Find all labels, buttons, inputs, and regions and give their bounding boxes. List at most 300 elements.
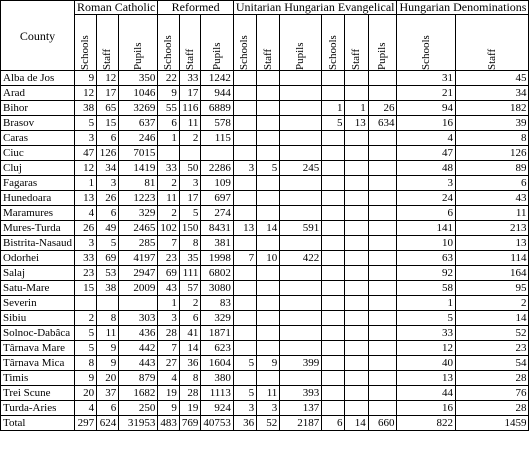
value-cell <box>322 71 345 86</box>
value-cell: 13 <box>75 191 97 206</box>
value-cell <box>368 371 397 386</box>
value-cell: 329 <box>201 311 234 326</box>
total-value-cell: 52 <box>257 416 280 431</box>
value-cell <box>322 131 345 146</box>
column-header-label: Staff <box>101 48 114 70</box>
value-cell: 114 <box>455 251 528 266</box>
value-cell: 53 <box>97 266 119 281</box>
value-cell: 13 <box>397 371 456 386</box>
total-value-cell: 36 <box>233 416 256 431</box>
value-cell: 28 <box>179 386 201 401</box>
value-cell: 39 <box>455 116 528 131</box>
table-row <box>1 206 529 221</box>
table-row <box>1 386 529 401</box>
value-cell <box>280 116 322 131</box>
value-cell: 13 <box>233 221 256 236</box>
value-cell: 92 <box>397 266 456 281</box>
value-cell: 95 <box>455 281 528 296</box>
table-row <box>1 146 529 161</box>
table-row <box>1 311 529 326</box>
value-cell: 141 <box>397 221 456 236</box>
value-cell <box>322 176 345 191</box>
column-header-staff <box>179 15 201 71</box>
value-cell: 2 <box>179 131 201 146</box>
value-cell: 3269 <box>119 101 158 116</box>
value-cell <box>322 356 345 371</box>
value-cell: 879 <box>119 371 158 386</box>
value-cell <box>345 401 368 416</box>
value-cell: 37 <box>97 386 119 401</box>
value-cell: 9 <box>257 356 280 371</box>
value-cell: 28 <box>455 401 528 416</box>
value-cell: 399 <box>280 356 322 371</box>
value-cell: 23 <box>75 266 97 281</box>
county-cell: Caras <box>1 131 75 146</box>
column-header-label: Schools <box>419 35 432 70</box>
value-cell: 14 <box>257 221 280 236</box>
value-cell: 381 <box>201 236 234 251</box>
total-value-cell: 483 <box>158 416 180 431</box>
value-cell: 26 <box>368 101 397 116</box>
value-cell: 350 <box>119 71 158 86</box>
value-cell: 109 <box>201 176 234 191</box>
group-header-hungarian-denominations: Hungarian Denominations <box>397 1 529 15</box>
value-cell <box>257 191 280 206</box>
value-cell <box>257 281 280 296</box>
value-cell: 23 <box>455 341 528 356</box>
value-cell: 45 <box>455 71 528 86</box>
value-cell <box>322 251 345 266</box>
value-cell <box>345 326 368 341</box>
value-cell <box>257 341 280 356</box>
value-cell <box>257 176 280 191</box>
value-cell: 10 <box>257 251 280 266</box>
value-cell: 41 <box>179 326 201 341</box>
value-cell: 11 <box>97 326 119 341</box>
value-cell: 24 <box>397 191 456 206</box>
value-cell: 47 <box>397 146 456 161</box>
value-cell <box>345 356 368 371</box>
column-header-label: Schools <box>238 35 251 70</box>
value-cell: 9 <box>158 401 180 416</box>
value-cell: 35 <box>179 251 201 266</box>
column-header-pupils <box>280 15 322 71</box>
value-cell: 578 <box>201 116 234 131</box>
value-cell: 38 <box>97 281 119 296</box>
value-cell <box>368 71 397 86</box>
value-cell: 19 <box>158 386 180 401</box>
value-cell <box>368 401 397 416</box>
value-cell: 55 <box>158 101 180 116</box>
value-cell <box>368 191 397 206</box>
value-cell <box>280 296 322 311</box>
value-cell: 47 <box>75 146 97 161</box>
value-cell <box>257 206 280 221</box>
value-cell: 6 <box>97 401 119 416</box>
value-cell <box>257 146 280 161</box>
table-row <box>1 221 529 236</box>
value-cell <box>322 221 345 236</box>
group-header-unitarian-evangelical: Unitarian Hungarian Evangelical <box>233 1 397 15</box>
county-cell: Satu-Mare <box>1 281 75 296</box>
value-cell: 8 <box>179 236 201 251</box>
value-cell: 634 <box>368 116 397 131</box>
value-cell <box>322 386 345 401</box>
value-cell <box>280 281 322 296</box>
value-cell <box>345 386 368 401</box>
value-cell <box>368 206 397 221</box>
value-cell: 9 <box>75 371 97 386</box>
column-header-schools <box>233 15 256 71</box>
value-cell: 6802 <box>201 266 234 281</box>
county-cell: Târnava Mica <box>1 356 75 371</box>
value-cell: 14 <box>179 341 201 356</box>
value-cell <box>233 116 256 131</box>
value-cell: 6 <box>97 206 119 221</box>
county-cell: Turda-Aries <box>1 401 75 416</box>
value-cell: 7 <box>158 236 180 251</box>
value-cell <box>368 386 397 401</box>
value-cell: 33 <box>75 251 97 266</box>
value-cell: 34 <box>455 86 528 101</box>
value-cell: 442 <box>119 341 158 356</box>
value-cell <box>233 266 256 281</box>
column-header-label: Schools <box>79 35 92 70</box>
value-cell: 12 <box>75 161 97 176</box>
value-cell <box>257 236 280 251</box>
value-cell <box>322 401 345 416</box>
value-cell: 5 <box>322 116 345 131</box>
value-cell <box>233 131 256 146</box>
value-cell: 5 <box>257 161 280 176</box>
column-header-label: Pupils <box>376 42 389 70</box>
table-row <box>1 161 529 176</box>
value-cell: 20 <box>75 386 97 401</box>
value-cell <box>368 221 397 236</box>
value-cell: 924 <box>201 401 234 416</box>
value-cell: 26 <box>97 191 119 206</box>
value-cell <box>280 146 322 161</box>
value-cell <box>280 206 322 221</box>
value-cell: 69 <box>97 251 119 266</box>
value-cell: 12 <box>97 71 119 86</box>
value-cell <box>233 206 256 221</box>
total-row <box>1 416 529 431</box>
value-cell: 164 <box>455 266 528 281</box>
value-cell <box>201 146 234 161</box>
value-cell: 15 <box>97 116 119 131</box>
value-cell: 26 <box>75 221 97 236</box>
value-cell: 9 <box>158 86 180 101</box>
value-cell: 4197 <box>119 251 158 266</box>
value-cell: 2947 <box>119 266 158 281</box>
value-cell: 23 <box>158 251 180 266</box>
value-cell: 3 <box>97 176 119 191</box>
value-cell <box>345 206 368 221</box>
value-cell: 17 <box>97 86 119 101</box>
total-value-cell: 624 <box>97 416 119 431</box>
value-cell <box>368 266 397 281</box>
value-cell: 11 <box>179 116 201 131</box>
value-cell <box>368 296 397 311</box>
value-cell <box>368 311 397 326</box>
value-cell: 285 <box>119 236 158 251</box>
value-cell <box>322 296 345 311</box>
value-cell: 2 <box>455 296 528 311</box>
value-cell: 11 <box>158 191 180 206</box>
total-value-cell: 297 <box>75 416 97 431</box>
value-cell <box>345 266 368 281</box>
value-cell <box>233 71 256 86</box>
value-cell <box>233 146 256 161</box>
value-cell: 89 <box>455 161 528 176</box>
value-cell <box>345 71 368 86</box>
value-cell: 393 <box>280 386 322 401</box>
value-cell: 1604 <box>201 356 234 371</box>
value-cell <box>233 341 256 356</box>
value-cell: 33 <box>158 161 180 176</box>
value-cell: 2 <box>158 176 180 191</box>
county-cell: Sibiu <box>1 311 75 326</box>
column-header-pupils <box>119 15 158 71</box>
value-cell: 16 <box>397 116 456 131</box>
value-cell: 38 <box>75 101 97 116</box>
value-cell <box>368 326 397 341</box>
total-value-cell: 822 <box>397 416 456 431</box>
value-cell: 9 <box>75 71 97 86</box>
value-cell <box>345 161 368 176</box>
table-row <box>1 341 529 356</box>
value-cell <box>322 281 345 296</box>
value-cell <box>368 236 397 251</box>
value-cell <box>322 266 345 281</box>
value-cell: 1682 <box>119 386 158 401</box>
value-cell: 33 <box>179 71 201 86</box>
value-cell: 1998 <box>201 251 234 266</box>
value-cell: 137 <box>280 401 322 416</box>
value-cell: 7 <box>158 341 180 356</box>
value-cell: 33 <box>397 326 456 341</box>
value-cell <box>345 146 368 161</box>
value-cell: 3 <box>233 401 256 416</box>
value-cell: 52 <box>455 326 528 341</box>
value-cell <box>158 146 180 161</box>
value-cell: 5 <box>179 206 201 221</box>
value-cell: 5 <box>75 341 97 356</box>
value-cell: 20 <box>97 371 119 386</box>
value-cell <box>280 341 322 356</box>
column-header-schools <box>75 15 97 71</box>
value-cell: 1 <box>322 101 345 116</box>
value-cell: 1 <box>158 131 180 146</box>
value-cell: 6 <box>179 311 201 326</box>
value-cell: 1419 <box>119 161 158 176</box>
value-cell: 3080 <box>201 281 234 296</box>
value-cell <box>280 371 322 386</box>
value-cell: 443 <box>119 356 158 371</box>
table-row <box>1 86 529 101</box>
total-value-cell: 40753 <box>201 416 234 431</box>
county-cell: Salaj <box>1 266 75 281</box>
value-cell: 1 <box>345 101 368 116</box>
county-cell: Trei Scune <box>1 386 75 401</box>
value-cell: 14 <box>455 311 528 326</box>
group-header-roman-catholic: Roman Catholic <box>75 1 158 15</box>
value-cell <box>345 86 368 101</box>
value-cell <box>257 266 280 281</box>
column-header-schools <box>158 15 180 71</box>
value-cell <box>280 131 322 146</box>
county-cell: Mures-Turda <box>1 221 75 236</box>
value-cell: 44 <box>397 386 456 401</box>
value-cell <box>257 116 280 131</box>
value-cell: 126 <box>97 146 119 161</box>
value-cell: 1 <box>75 176 97 191</box>
value-cell <box>345 221 368 236</box>
value-cell: 3 <box>158 311 180 326</box>
value-cell: 2286 <box>201 161 234 176</box>
value-cell <box>322 161 345 176</box>
column-header-label: Schools <box>326 35 339 70</box>
sub-header-row <box>1 15 529 71</box>
value-cell: 28 <box>455 371 528 386</box>
value-cell <box>345 251 368 266</box>
value-cell: 1242 <box>201 71 234 86</box>
county-header: County <box>1 1 75 71</box>
value-cell: 48 <box>397 161 456 176</box>
column-header-label: Schools <box>162 35 175 70</box>
column-header-label: Pupils <box>210 42 223 70</box>
value-cell: 3 <box>75 131 97 146</box>
value-cell: 5 <box>75 326 97 341</box>
table-row <box>1 281 529 296</box>
value-cell: 9 <box>97 356 119 371</box>
value-cell <box>345 191 368 206</box>
value-cell: 94 <box>397 101 456 116</box>
table-row <box>1 236 529 251</box>
value-cell <box>322 191 345 206</box>
value-cell <box>280 326 322 341</box>
county-cell: Solnoc-Dabâca <box>1 326 75 341</box>
value-cell <box>345 311 368 326</box>
value-cell <box>233 191 256 206</box>
total-value-cell: 6 <box>322 416 345 431</box>
total-value-cell: 1459 <box>455 416 528 431</box>
value-cell: 3 <box>179 176 201 191</box>
value-cell: 7 <box>233 251 256 266</box>
county-cell: Târnava Mare <box>1 341 75 356</box>
value-cell <box>233 296 256 311</box>
value-cell: 5 <box>397 311 456 326</box>
value-cell: 81 <box>119 176 158 191</box>
table-row <box>1 251 529 266</box>
value-cell <box>345 371 368 386</box>
value-cell: 6 <box>158 116 180 131</box>
value-cell: 12 <box>75 86 97 101</box>
value-cell <box>233 281 256 296</box>
value-cell <box>322 371 345 386</box>
value-cell: 7015 <box>119 146 158 161</box>
value-cell: 1113 <box>201 386 234 401</box>
value-cell: 28 <box>158 326 180 341</box>
value-cell <box>257 131 280 146</box>
value-cell: 944 <box>201 86 234 101</box>
value-cell <box>257 326 280 341</box>
total-value-cell: 660 <box>368 416 397 431</box>
value-cell: 9 <box>97 341 119 356</box>
value-cell: 6 <box>397 206 456 221</box>
value-cell <box>233 326 256 341</box>
value-cell: 17 <box>179 86 201 101</box>
value-cell <box>233 371 256 386</box>
value-cell <box>233 176 256 191</box>
county-cell: Bihor <box>1 101 75 116</box>
value-cell <box>322 236 345 251</box>
county-cell: Severin <box>1 296 75 311</box>
value-cell <box>368 131 397 146</box>
value-cell: 116 <box>179 101 201 116</box>
value-cell: 65 <box>97 101 119 116</box>
value-cell <box>368 356 397 371</box>
value-cell <box>257 101 280 116</box>
value-cell: 3 <box>397 176 456 191</box>
total-value-cell: 31953 <box>119 416 158 431</box>
value-cell: 8 <box>179 371 201 386</box>
table-row <box>1 191 529 206</box>
value-cell <box>280 311 322 326</box>
column-header-label: Staff <box>261 48 274 70</box>
county-cell: Bistrita-Nasaud <box>1 236 75 251</box>
table-row <box>1 101 529 116</box>
value-cell: 27 <box>158 356 180 371</box>
value-cell <box>233 311 256 326</box>
value-cell: 1046 <box>119 86 158 101</box>
value-cell <box>322 206 345 221</box>
column-header-label: Pupils <box>131 42 144 70</box>
value-cell: 4 <box>397 131 456 146</box>
value-cell: 10 <box>397 236 456 251</box>
value-cell <box>322 341 345 356</box>
value-cell: 15 <box>75 281 97 296</box>
value-cell: 245 <box>280 161 322 176</box>
column-header-pupils <box>201 15 234 71</box>
column-header-staff <box>257 15 280 71</box>
value-cell: 1 <box>158 296 180 311</box>
value-cell: 329 <box>119 206 158 221</box>
value-cell: 19 <box>179 401 201 416</box>
value-cell: 2 <box>158 206 180 221</box>
column-header-staff <box>345 15 368 71</box>
value-cell: 40 <box>397 356 456 371</box>
value-cell: 50 <box>179 161 201 176</box>
column-header-staff <box>97 15 119 71</box>
value-cell <box>257 86 280 101</box>
column-header-label: Staff <box>350 48 363 70</box>
table-row <box>1 356 529 371</box>
value-cell: 34 <box>97 161 119 176</box>
value-cell: 3 <box>257 401 280 416</box>
value-cell <box>119 296 158 311</box>
table-row <box>1 131 529 146</box>
table-row <box>1 266 529 281</box>
value-cell: 21 <box>397 86 456 101</box>
value-cell: 31 <box>397 71 456 86</box>
table-row <box>1 176 529 191</box>
column-header-pupils <box>368 15 397 71</box>
value-cell: 16 <box>397 401 456 416</box>
value-cell: 13 <box>455 236 528 251</box>
value-cell: 11 <box>455 206 528 221</box>
